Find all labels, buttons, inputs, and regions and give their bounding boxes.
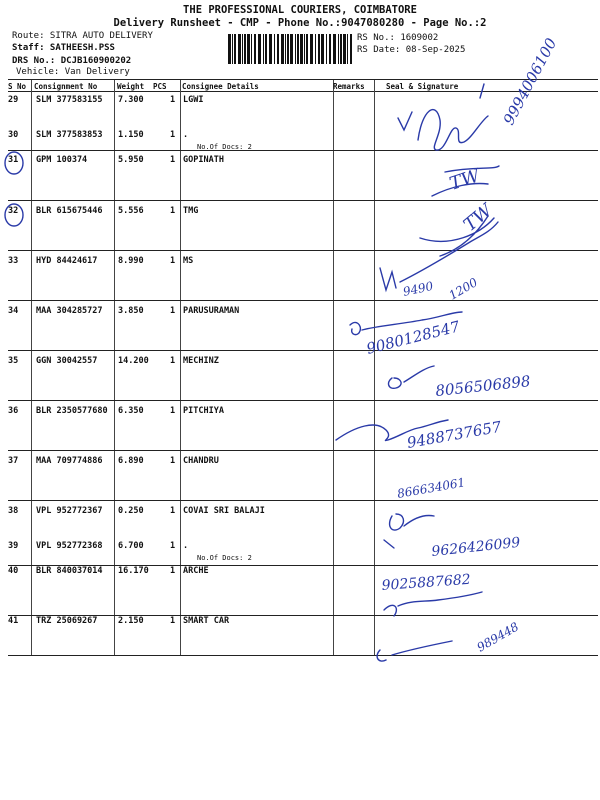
col-divider <box>180 80 181 655</box>
row-pcs: 1 <box>170 541 176 551</box>
barcode-bar <box>338 34 339 64</box>
row-consignment-no: BLR 2350577680 <box>36 406 108 416</box>
row-docs-count: No.Of Docs: 2 <box>197 143 252 151</box>
col-consignee: Consignee Details <box>182 82 259 91</box>
barcode-bar <box>347 34 348 64</box>
row-sno: 38 <box>8 506 19 516</box>
barcode-bar <box>263 34 264 64</box>
col-remarks: Remarks <box>333 82 365 91</box>
row-consignee: TMG <box>183 206 199 216</box>
row-consignee: MS <box>183 256 194 266</box>
barcode-bar <box>228 34 231 64</box>
row-pcs: 1 <box>170 95 176 105</box>
barcode <box>228 34 354 64</box>
row-weight: 1.150 <box>118 130 144 140</box>
barcode-bar <box>269 34 272 64</box>
row-consignment-no: SLM 377583853 <box>36 130 103 140</box>
row-consignee: CHANDRU <box>183 456 219 466</box>
row-consignment-no: HYD 84424617 <box>36 256 98 266</box>
col-divider <box>114 80 115 655</box>
row-pcs: 1 <box>170 616 176 626</box>
barcode-bar <box>310 34 313 64</box>
signature-row-41 <box>377 641 452 661</box>
handwritten-initials: TW <box>459 200 497 236</box>
row-consignee: PARUSURAMAN <box>183 306 240 316</box>
row-consignment-no: BLR 840037014 <box>36 566 103 576</box>
row-weight: 14.200 <box>118 356 149 366</box>
barcode-bar <box>277 34 279 64</box>
row-consignment-no: BLR 615675446 <box>36 206 103 216</box>
row-weight: 6.350 <box>118 406 144 416</box>
row-separator <box>8 150 598 151</box>
barcode-bar <box>343 34 346 64</box>
row-pcs: 1 <box>170 566 176 576</box>
col-pcs: PCS <box>153 82 167 91</box>
barcode-bar <box>306 34 308 64</box>
table-top-rule <box>8 79 598 80</box>
handwritten-number: 9994006100 <box>499 35 561 128</box>
barcode-bar <box>340 34 342 64</box>
runsheet-subtitle: Delivery Runsheet - CMP - Phone No.:9047080280 - Page No.:2 <box>113 17 487 29</box>
row-sno: 32 <box>8 206 19 216</box>
barcode-bar <box>333 34 336 64</box>
row-weight: 16.170 <box>118 566 149 576</box>
handwritten-number: 9626426099 <box>430 534 522 560</box>
handwritten-number: 9080128547 <box>364 317 462 358</box>
route-label: Route: SITRA AUTO DELIVERY <box>12 31 153 41</box>
row-separator <box>8 500 598 501</box>
row-docs-count: No.Of Docs: 2 <box>197 554 252 562</box>
col-weight: Weight <box>117 82 145 91</box>
row-pcs: 1 <box>170 256 176 266</box>
row-weight: 5.950 <box>118 155 144 165</box>
row-pcs: 1 <box>170 506 176 516</box>
row-sno: 39 <box>8 541 19 551</box>
staff-label: Staff: SATHEESH.PSS <box>12 43 115 53</box>
row-consignment-no: GGN 30042557 <box>36 356 98 366</box>
row-separator <box>8 450 598 451</box>
barcode-bar <box>290 34 293 64</box>
row-sno: 31 <box>8 155 19 165</box>
barcode-bar <box>274 34 275 64</box>
row-separator <box>8 350 598 351</box>
barcode-bar <box>232 34 233 64</box>
row-separator <box>8 615 598 616</box>
row-separator <box>8 300 598 301</box>
handwritten-number: 989448 <box>474 619 522 655</box>
row-consignment-no: VPL 952772368 <box>36 541 103 551</box>
row-sno: 41 <box>8 616 19 626</box>
rs-number: RS No.: 1609002 <box>357 33 439 43</box>
barcode-bar <box>242 34 243 64</box>
handwritten-number: 9490 <box>401 278 435 299</box>
row-sno: 36 <box>8 406 19 416</box>
row-pcs: 1 <box>170 456 176 466</box>
signature-row-31 <box>420 166 499 256</box>
col-divider <box>374 80 375 655</box>
row-sno: 29 <box>8 95 19 105</box>
signature-row-29 <box>398 84 488 150</box>
col-divider <box>333 80 334 655</box>
row-weight: 0.250 <box>118 506 144 516</box>
row-consignee: LGWI <box>183 95 204 105</box>
row-consignment-no: SLM 377583155 <box>36 95 103 105</box>
row-weight: 5.556 <box>118 206 144 216</box>
barcode-bar <box>321 34 324 64</box>
barcode-bar <box>295 34 296 64</box>
row-separator <box>8 565 598 566</box>
row-pcs: 1 <box>170 406 176 416</box>
col-seal-signature: Seal & Signature <box>386 82 459 91</box>
row-consignment-no: GPM 100374 <box>36 155 88 165</box>
row-weight: 3.850 <box>118 306 144 316</box>
barcode-bar <box>315 34 316 64</box>
row-pcs: 1 <box>170 206 176 216</box>
row-consignment-no: VPL 952772367 <box>36 506 103 516</box>
row-sno: 34 <box>8 306 19 316</box>
barcode-bar <box>247 34 250 64</box>
company-title: THE PROFESSIONAL COURIERS, COIMBATORE <box>183 4 417 16</box>
row-sno: 37 <box>8 456 19 466</box>
row-separator <box>8 655 598 656</box>
signature-row-38 <box>384 514 434 548</box>
vehicle-label: Vehicle: Van Delivery <box>16 67 130 77</box>
row-pcs: 1 <box>170 155 176 165</box>
row-separator <box>8 250 598 251</box>
handwritten-number: 8056506898 <box>434 372 532 400</box>
handwritten-number: 866634061 <box>396 475 467 501</box>
row-pcs: 1 <box>170 130 176 140</box>
row-sno: 33 <box>8 256 19 266</box>
barcode-bar <box>265 34 267 64</box>
barcode-bar <box>329 34 331 64</box>
handwritten-number: 1200 <box>446 275 480 303</box>
barcode-bar <box>287 34 289 64</box>
handwritten-initials: TW <box>447 165 483 195</box>
barcode-bar <box>318 34 320 64</box>
handwritten-number: 9488737657 <box>405 417 503 452</box>
row-consignee: . <box>183 130 189 140</box>
barcode-bar <box>251 34 252 64</box>
col-divider <box>31 80 32 655</box>
row-weight: 8.990 <box>118 256 144 266</box>
barcode-bar <box>350 34 352 64</box>
barcode-bar <box>238 34 241 64</box>
signature-row-36 <box>336 420 448 441</box>
barcode-bar <box>254 34 256 64</box>
row-weight: 6.890 <box>118 456 144 466</box>
row-pcs: 1 <box>170 306 176 316</box>
row-separator <box>8 400 598 401</box>
barcode-bar <box>281 34 284 64</box>
row-consignment-no: MAA 304285727 <box>36 306 103 316</box>
row-consignee: SMART CAR <box>183 616 230 626</box>
header-bottom-rule <box>8 91 598 92</box>
row-consignment-no: MAA 709774886 <box>36 456 103 466</box>
drs-number: DRS No.: DCJB160900202 <box>12 56 132 66</box>
signature-row-40 <box>384 592 482 616</box>
row-weight: 6.700 <box>118 541 144 551</box>
col-sno: S No <box>8 82 27 91</box>
barcode-bar <box>234 34 236 64</box>
row-sno: 35 <box>8 356 19 366</box>
row-consignee: MECHINZ <box>183 356 219 366</box>
row-sno: 30 <box>8 130 19 140</box>
row-sno: 40 <box>8 566 19 576</box>
signature-row-35 <box>389 366 434 388</box>
row-consignee: PITCHIYA <box>183 406 224 416</box>
row-consignee: GOPINATH <box>183 155 224 165</box>
row-pcs: 1 <box>170 356 176 366</box>
signature-row-34 <box>350 312 462 335</box>
barcode-bar <box>285 34 286 64</box>
row-consignment-no: TRZ 25069267 <box>36 616 98 626</box>
row-consignee: ARCHE <box>183 566 209 576</box>
barcode-bar <box>300 34 303 64</box>
col-consignment: Consignment No <box>34 82 98 91</box>
handwritten-number: 9025887682 <box>381 571 472 594</box>
row-separator <box>8 200 598 201</box>
row-weight: 2.150 <box>118 616 144 626</box>
barcode-bar <box>304 34 305 64</box>
signature-row-33 <box>380 222 498 290</box>
barcode-bar <box>258 34 261 64</box>
row-consignee: COVAI SRI BALAJI <box>183 506 265 516</box>
barcode-bar <box>297 34 299 64</box>
rs-date: RS Date: 08-Sep-2025 <box>357 45 466 55</box>
barcode-bar <box>244 34 246 64</box>
barcode-bar <box>326 34 327 64</box>
row-weight: 7.300 <box>118 95 144 105</box>
row-consignee: . <box>183 541 189 551</box>
